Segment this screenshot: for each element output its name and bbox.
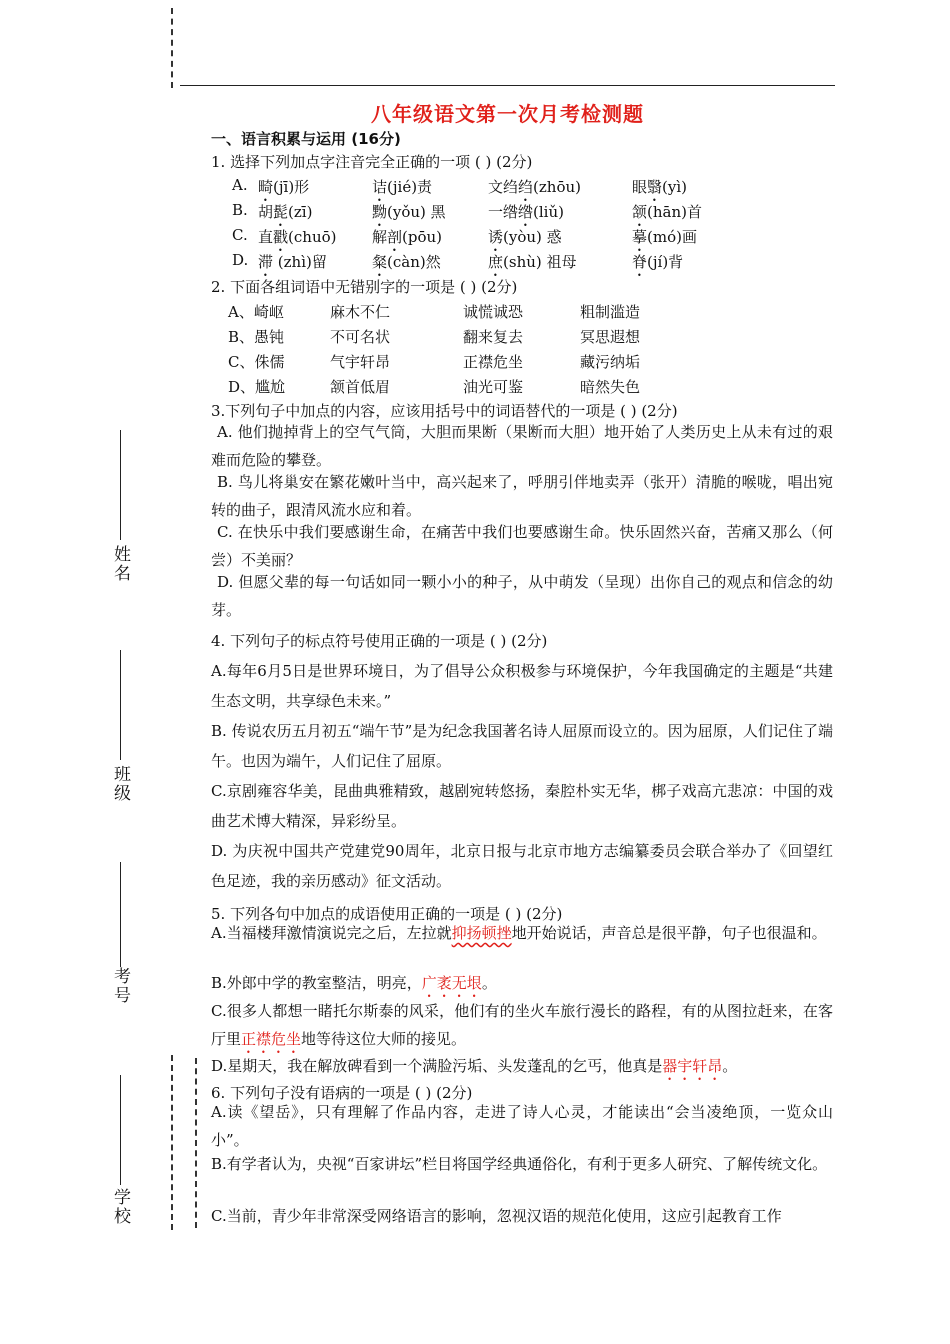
section-heading: 一、语言积累与运用 (16分) [211,130,401,148]
q3-stem: 3.下列句子中加点的内容，应该用括号中的词语替代的一项是 ( ) (2分) [211,402,678,420]
q3-option-d: D. 但愿父辈的每一句话如同一颗小小的种子，从中萌发（呈现）出你自己的观点和信念的幼芽。 [211,573,833,619]
exam-no-label: 考号 [110,967,130,1005]
q1-a-c2: 诘(jié)责 [372,178,433,196]
q5-b-idiom: 广袤无垠 [421,974,482,992]
page-title: 八年级语文第一次月考检测题 [371,102,644,126]
q2-d-3: 油光可鉴 [463,378,524,396]
class-blank-line [120,650,121,760]
q1-option-d: D. [232,251,249,269]
q2-c-4: 藏污纳垢 [580,353,641,371]
q1-b-c2: 黝(yǒu) 黑 [372,203,446,221]
q3-option-b: B. 鸟儿将巢安在繁花嫩叶当中，高兴起来了，呼朋引伴地卖弄（张开）清脆的喉咙，唱出宛转的曲子，跟清风流水应和着。 [211,473,833,519]
q2-d-4: 暗然失色 [580,378,641,396]
q4-option-a: A.每年6月5日是世界环境日，为了倡导公众积极参与环境保护，今年我国确定的主题是“共建生态文明，共享绿色未来。” [211,662,833,710]
q1-a-c4: 眼翳(yì) [632,178,688,196]
q5-a-idiom: 抑扬顿挫 [451,924,512,942]
binding-dashed-line-inner [195,1058,197,1228]
q1-a-c1: 畸(jī)形 [258,178,310,196]
q1-c-c4: 摹(mó)画 [632,228,697,246]
q4-option-b: B. 传说农历五月初五“端午节”是为纪念我国著名诗人屈原而设立的。因为屈原，人们记住了端午。也因为端午，人们记住了屈原。 [211,722,833,770]
q6-option-c: C.当前，青少年非常深受网络语言的影响，忽视汉语的规范化使用，这应引起教育工作 [211,1207,782,1225]
q2-a-3: 诚慌诚恐 [463,303,524,321]
q1-d-c2: 粲(càn)然 [372,253,441,271]
q3-option-a: A. 他们抛掉背上的空气气筒，大胆而果断（果断而大胆）地开始了人类历史上从未有过的艰难而危险的攀登。 [211,423,833,469]
q5-d-idiom: 器宇轩昂 [662,1057,723,1075]
q5-option-b: B.外郎中学的教室整洁，明亮，广袤无垠。 [211,974,497,992]
q2-b-4: 冥思遐想 [580,328,641,346]
q5-c-idiom: 正襟危坐 [241,1030,302,1048]
q1-option-b: B. [232,201,248,219]
q2-c-3: 正襟危坐 [463,353,524,371]
q2-a-4: 粗制滥造 [580,303,641,321]
q2-a-2: 麻木不仁 [330,303,391,321]
class-label: 班级 [110,765,130,803]
q1-b-c4: 颔(hān)首 [632,203,702,221]
q1-b-c3: 一绺绺(liǔ) [488,203,564,221]
q4-option-c: C.京剧雍容华美，昆曲典雅精致，越剧宛转悠扬，秦腔朴实无华，梆子戏高亢悲凉：中国的戏曲艺术博大精深，异彩纷呈。 [211,782,833,830]
q2-b-1: B、愚钝 [228,328,285,346]
exam-no-blank-line [120,862,121,967]
q5-option-c: C.很多人都想一睹托尔斯泰的风采，他们有的坐火车旅行漫长的路程，有的从图拉赶来，在客厅里正襟危坐地等待这位大师的接见。 [211,1002,833,1048]
q4-stem: 4. 下列句子的标点符号使用正确的一项是 ( ) (2分) [211,632,548,650]
q5-option-a: A.当福楼拜激情演说完之后，左拉就抑扬顿挫地开始说话，声音总是很平静，句子也很温和。 [211,924,827,942]
q1-d-c4: 脊(jí)背 [632,253,684,271]
q2-b-2: 不可名状 [330,328,391,346]
q3-option-c: C. 在快乐中我们要感谢生命，在痛苦中我们也要感谢生命。快乐固然兴奋，苦痛又那么（何尝）不美丽？ [211,523,833,569]
q1-b-c1: 胡髭(zī) [258,203,313,221]
binding-dashed-line-bottom [171,1055,173,1230]
header-rule [180,85,835,86]
q2-a-1: A、崎岖 [228,303,284,321]
q1-c-c1: 直戳(chuō) [258,228,337,246]
q1-d-c3: 庶(shù) 祖母 [488,253,577,271]
q1-option-c: C. [232,226,248,244]
q1-a-c3: 文绉绉(zhōu) [488,178,581,196]
q4-option-d: D. 为庆祝中国共产党建党90周年，北京日报与北京市地方志编纂委员会联合举办了《回望红色足迹，我的亲历感动》征文活动。 [211,842,833,890]
q1-option-a: A. [232,176,248,194]
q2-d-1: D、尴尬 [228,378,286,396]
binding-dashed-line-top [171,8,173,88]
q6-option-a: A.读《望岳》，只有理解了作品内容，走进了诗人心灵，才能读出“会当凌绝顶，一览众山小”。 [211,1103,833,1149]
q6-option-b: B.有学者认为，央视“百家讲坛”栏目将国学经典通俗化，有利于更多人研究、了解传统文化。 [211,1155,828,1173]
school-label: 学校 [110,1188,130,1226]
name-label: 姓名 [110,545,130,583]
q2-d-2: 颔首低眉 [330,378,391,396]
q6-stem: 6. 下列句子没有语病的一项是 ( ) (2分) [211,1084,473,1102]
q5-stem: 5. 下列各句中加点的成语使用正确的一项是 ( ) (2分) [211,905,563,923]
q2-c-2: 气宇轩昂 [330,353,391,371]
q2-stem: 2. 下面各组词语中无错别字的一项是 ( ) (2分) [211,278,518,296]
q1-c-c2: 解剖(pōu) [372,228,443,246]
q1-d-c1: 滞 (zhì)留 [258,253,327,271]
q5-option-d: D.星期天，我在解放碑看到一个满脸污垢、头发蓬乱的乞丐，他真是器宇轩昂。 [211,1057,738,1075]
q2-b-3: 翻来复去 [463,328,524,346]
school-blank-line [120,1075,121,1185]
q2-c-1: C、侏儒 [228,353,285,371]
q1-stem: 1. 选择下列加点字注音完全正确的一项 ( ) (2分) [211,153,533,171]
q1-c-c3: 诱(yòu) 惑 [488,228,562,246]
name-blank-line [120,430,121,540]
